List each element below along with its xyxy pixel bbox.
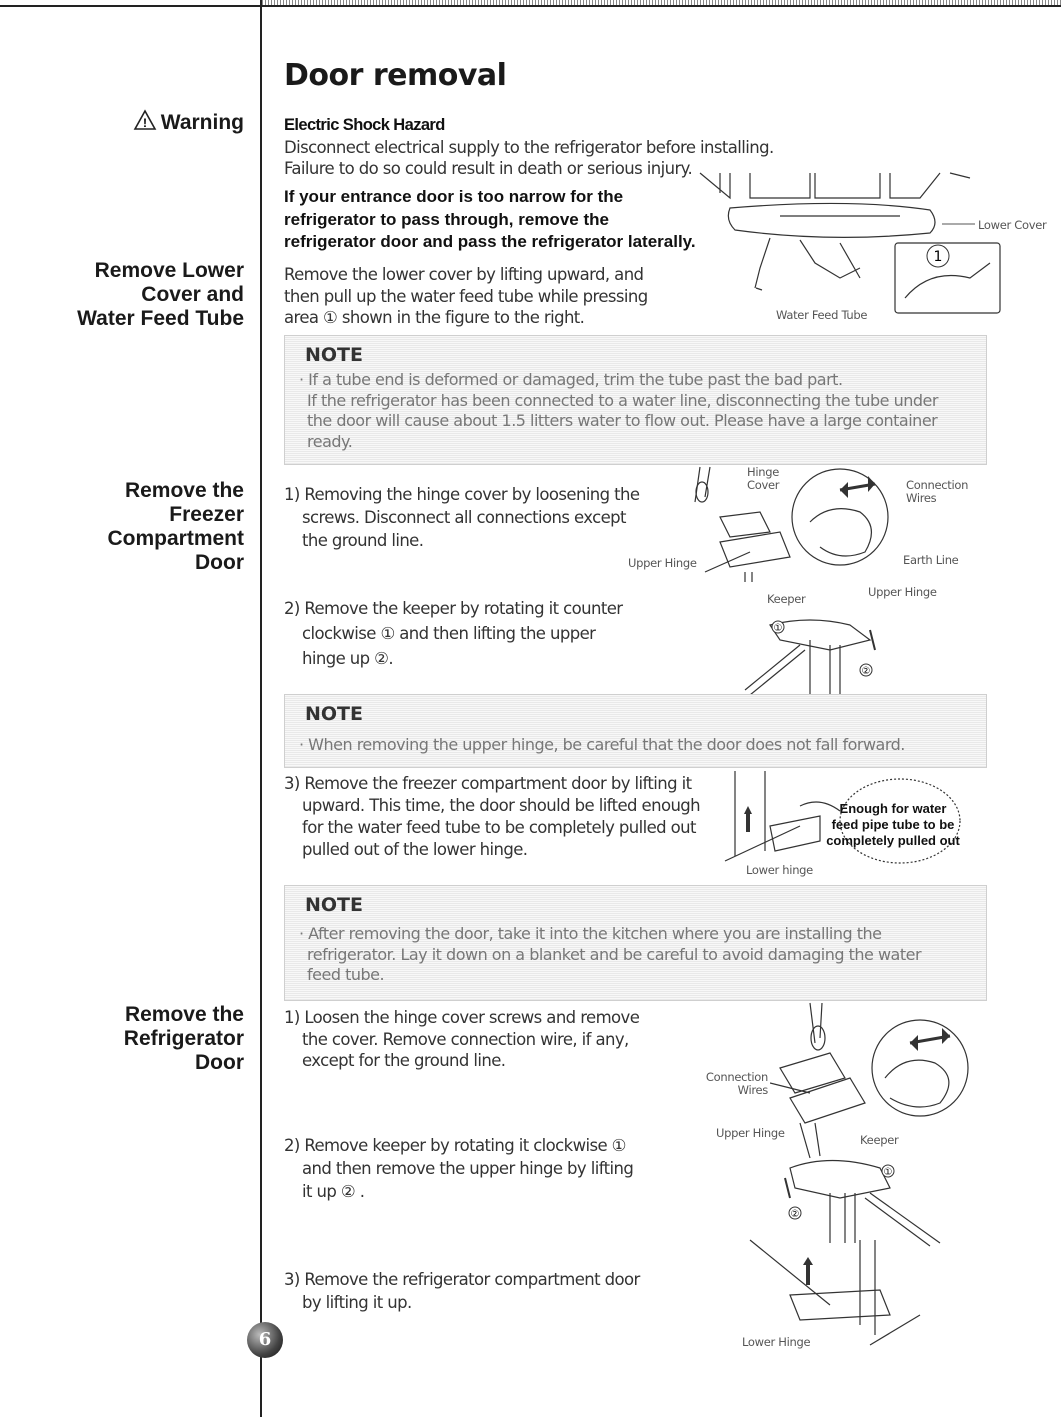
lower-cover-label: Lower Cover: [978, 218, 1047, 232]
connection-wires-label: Connection Wires: [906, 478, 969, 505]
refrigerator-step-3: 3) Remove the refrigerator compartment door by lifting it up.: [284, 1270, 640, 1312]
hinge-cover-figure: [690, 462, 930, 582]
warning-label: ! Warning: [133, 109, 244, 135]
keeper-circle-1: ①: [773, 623, 783, 634]
note-text: · If a tube end is deformed or damaged, trim the tube past the bad part. If the refrigerator has been connected to a water line, disconnecting the tube under the door will cause about 1.5 litters water to flow out. Please have a large container ready.: [299, 370, 938, 451]
refrigerator-hinge-cover-figure: [770, 998, 970, 1128]
note-heading: NOTE: [305, 703, 363, 725]
section-label-remove-freezer: Remove the Freezer Compartment Door: [107, 479, 244, 574]
earth-line-label: Earth Line: [903, 553, 959, 567]
section-label-remove-refrigerator: Remove the Refrigerator Door: [123, 1003, 244, 1074]
note-heading: NOTE: [305, 344, 363, 366]
page-number-badge: 6: [247, 1322, 283, 1358]
section-label-remove-lower: Remove Lower Cover and Water Feed Tube: [77, 259, 244, 330]
keeper-label: Keeper: [860, 1133, 899, 1147]
upper-hinge-label: Upper Hinge: [628, 556, 697, 570]
svg-text:!: !: [142, 116, 147, 130]
note-box: [284, 885, 987, 1001]
vertical-rule: [260, 0, 262, 1417]
figure1-circle-label: 1: [933, 249, 943, 265]
top-rule: [0, 5, 1061, 7]
lower-cover-instruction: Remove the lower cover by lifting upward, and then pull up the water feed tube while pressing area ① shown in the figure to the right.: [284, 265, 648, 327]
freezer-step-3: 3) Remove the freezer compartment door by lifting it upward. This time, the door should be lifted enough for the water feed tube to be completely pulled out pulled out of the lower hinge.: [284, 774, 701, 859]
page-title: Door removal: [284, 58, 507, 93]
callout-text: Enough for water feed pipe tube to be completely pulled out: [826, 801, 960, 848]
connection-wires-label: Connection Wires: [705, 1070, 768, 1097]
keeper-circle-1: ①: [883, 1167, 893, 1178]
warning-line: Failure to do so could result in death or serious injury.: [284, 159, 693, 178]
keeper-figure: [740, 600, 900, 695]
refrigerator-step-1: 1) Loosen the hinge cover screws and remove the cover. Remove connection wire, if any, except for the ground line.: [284, 1008, 640, 1070]
note-text: · After removing the door, take it into the kitchen where you are installing the refrigerator. Lay it down on a blanket and be careful to avoid damaging the water feed tube.: [299, 924, 922, 984]
warning-line: Disconnect electrical supply to the refrigerator before installing.: [284, 137, 774, 157]
warning-triangle-icon: [133, 109, 157, 131]
note-box: [284, 694, 987, 768]
lower-hinge-label: Lower hinge: [746, 863, 813, 877]
note-box: [284, 335, 987, 465]
upper-hinge-label: Upper Hinge: [716, 1126, 785, 1140]
warning-heading: Electric Shock Hazard: [284, 116, 445, 134]
note-heading: NOTE: [305, 894, 363, 916]
freezer-step-1: 1) Removing the hinge cover by loosening the screws. Disconnect all connections except the ground line.: [284, 485, 640, 550]
note-text: · When removing the upper hinge, be careful that the door does not fall forward.: [299, 735, 905, 754]
narrow-door-instruction: If your entrance door is too narrow for the refrigerator to pass through, remove the refrigerator door and pass the refrigerator laterally.: [284, 187, 696, 251]
freezer-step-2: 2) Remove the keeper by rotating it counter clockwise ① and then lifting the upper hinge up ②.: [284, 599, 623, 668]
lower-cover-figure: [690, 168, 1020, 328]
keeper-label: Keeper: [767, 592, 806, 606]
lower-hinge-label: Lower Hinge: [742, 1335, 811, 1349]
keeper-circle-2: ②: [790, 1209, 800, 1220]
hinge-cover-label: Hinge Cover: [747, 465, 780, 492]
upper-hinge-label: Upper Hinge: [868, 585, 937, 599]
refrigerator-step-2: 2) Remove keeper by rotating it clockwise ① and then remove the upper hinge by lifting it up ② .: [284, 1136, 634, 1201]
keeper-circle-2: ②: [861, 666, 871, 677]
water-feed-tube-label: Water Feed Tube: [776, 308, 868, 322]
